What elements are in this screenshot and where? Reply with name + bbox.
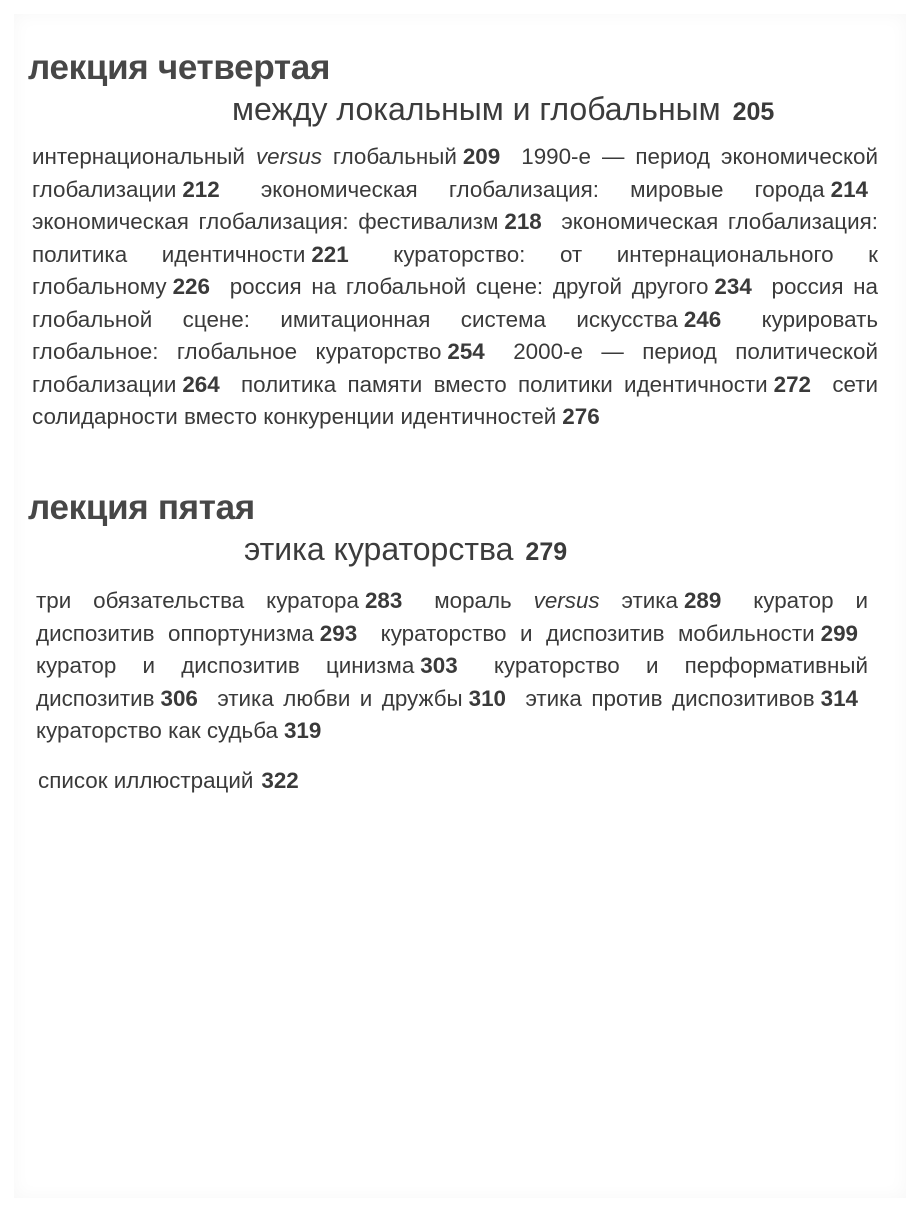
toc-entry[interactable]: три обязательства куратора 283 [36,588,403,613]
toc-entry-page: 272 [773,371,812,397]
toc-entry[interactable]: 1990-е — период экономической глобализации 212 [32,144,878,202]
lecture4-subtitle: между локальным и глобальным [232,91,721,127]
toc-entry[interactable]: этика против диспозитивов 314 [525,685,858,711]
toc-entry-page: 246 [683,306,722,332]
toc-entry[interactable]: куратор и диспозитив цинизма 303 [36,653,458,678]
toc-entry[interactable]: интернациональный versus глобальный 209 [32,144,501,169]
toc-entry-page: 319 [283,718,322,743]
toc-entry-page: 276 [562,404,600,429]
toc-entry[interactable]: куратор и диспозитив оппортунизма 293 [36,588,868,646]
toc-entry-page: 289 [683,588,722,613]
toc-entry[interactable]: кураторство и перформативный диспозитив 306 [36,653,868,711]
lecture5-title: лекция пятая [28,488,255,527]
toc-entry-page: 209 [462,144,501,169]
toc-entry-page: 234 [714,274,752,299]
toc-entry-page: 299 [820,620,858,646]
lecture4-subtitle-line [232,90,868,131]
toc-entry[interactable]: мораль versus этика 289 [434,588,722,613]
toc-entry[interactable]: кураторство: от интернационального к глобальному 226 [32,241,878,299]
lecture5-contents [36,585,868,748]
illustrations-label: список иллюстраций [38,768,254,793]
toc-entry[interactable]: экономическая глобализация: мировые города 214 [260,176,868,202]
toc-entry[interactable]: сети солидарности вместо конкуренции идентичностей 276 [32,371,878,429]
toc-entry[interactable]: политика памяти вместо политики идентичности 272 [241,371,812,397]
toc-entry-page: 214 [830,176,868,202]
toc-entry[interactable]: кураторство и диспозитив мобильности 299 [380,620,858,646]
toc-entry-page: 212 [182,176,220,202]
toc-entry[interactable]: курировать глобальное: глобальное кураторство 254 [32,306,878,364]
toc-entry[interactable]: экономическая глобализация: политика идентичности 221 [32,209,878,267]
toc-entry[interactable]: экономическая глобализация: фестивализм 218 [32,209,542,234]
lecture5-subtitle-page: 279 [525,538,568,566]
illustrations-page: 322 [261,768,299,793]
lecture5-section [28,488,868,748]
toc-entry-page: 226 [172,274,210,299]
toc-entry-page: 310 [468,685,506,711]
lecture5-subtitle-line [244,530,868,571]
illustrations-entry[interactable] [38,768,299,794]
lecture4-section [28,48,878,434]
lecture5-subtitle: этика кураторства [244,531,514,567]
toc-entry-page: 264 [182,371,220,397]
toc-entry[interactable]: этика любви и дружбы 310 [217,685,506,711]
toc-entry-page: 314 [820,685,858,711]
toc-entry[interactable]: россия на глобальной сцене: другой другого 234 [229,274,752,299]
lecture4-title: лекция четвертая [28,48,331,87]
toc-entry[interactable]: россия на глобальной сцене: имитационная система искусства 246 [32,274,878,332]
toc-entry-page: 293 [319,620,358,646]
lecture4-contents [32,141,878,434]
toc-entry[interactable]: 2000-е — период политической глобализации 264 [32,339,878,397]
lecture4-subtitle-page: 205 [732,98,775,126]
toc-entry-page: 303 [420,653,458,678]
toc-entry-page: 218 [504,209,542,234]
toc-entry-page: 221 [311,241,349,267]
toc-entry[interactable]: кураторство как судьба 319 [36,718,322,743]
toc-entry-page: 283 [364,588,403,613]
toc-entry-page: 254 [447,339,485,364]
toc-entry-page: 306 [160,685,198,711]
